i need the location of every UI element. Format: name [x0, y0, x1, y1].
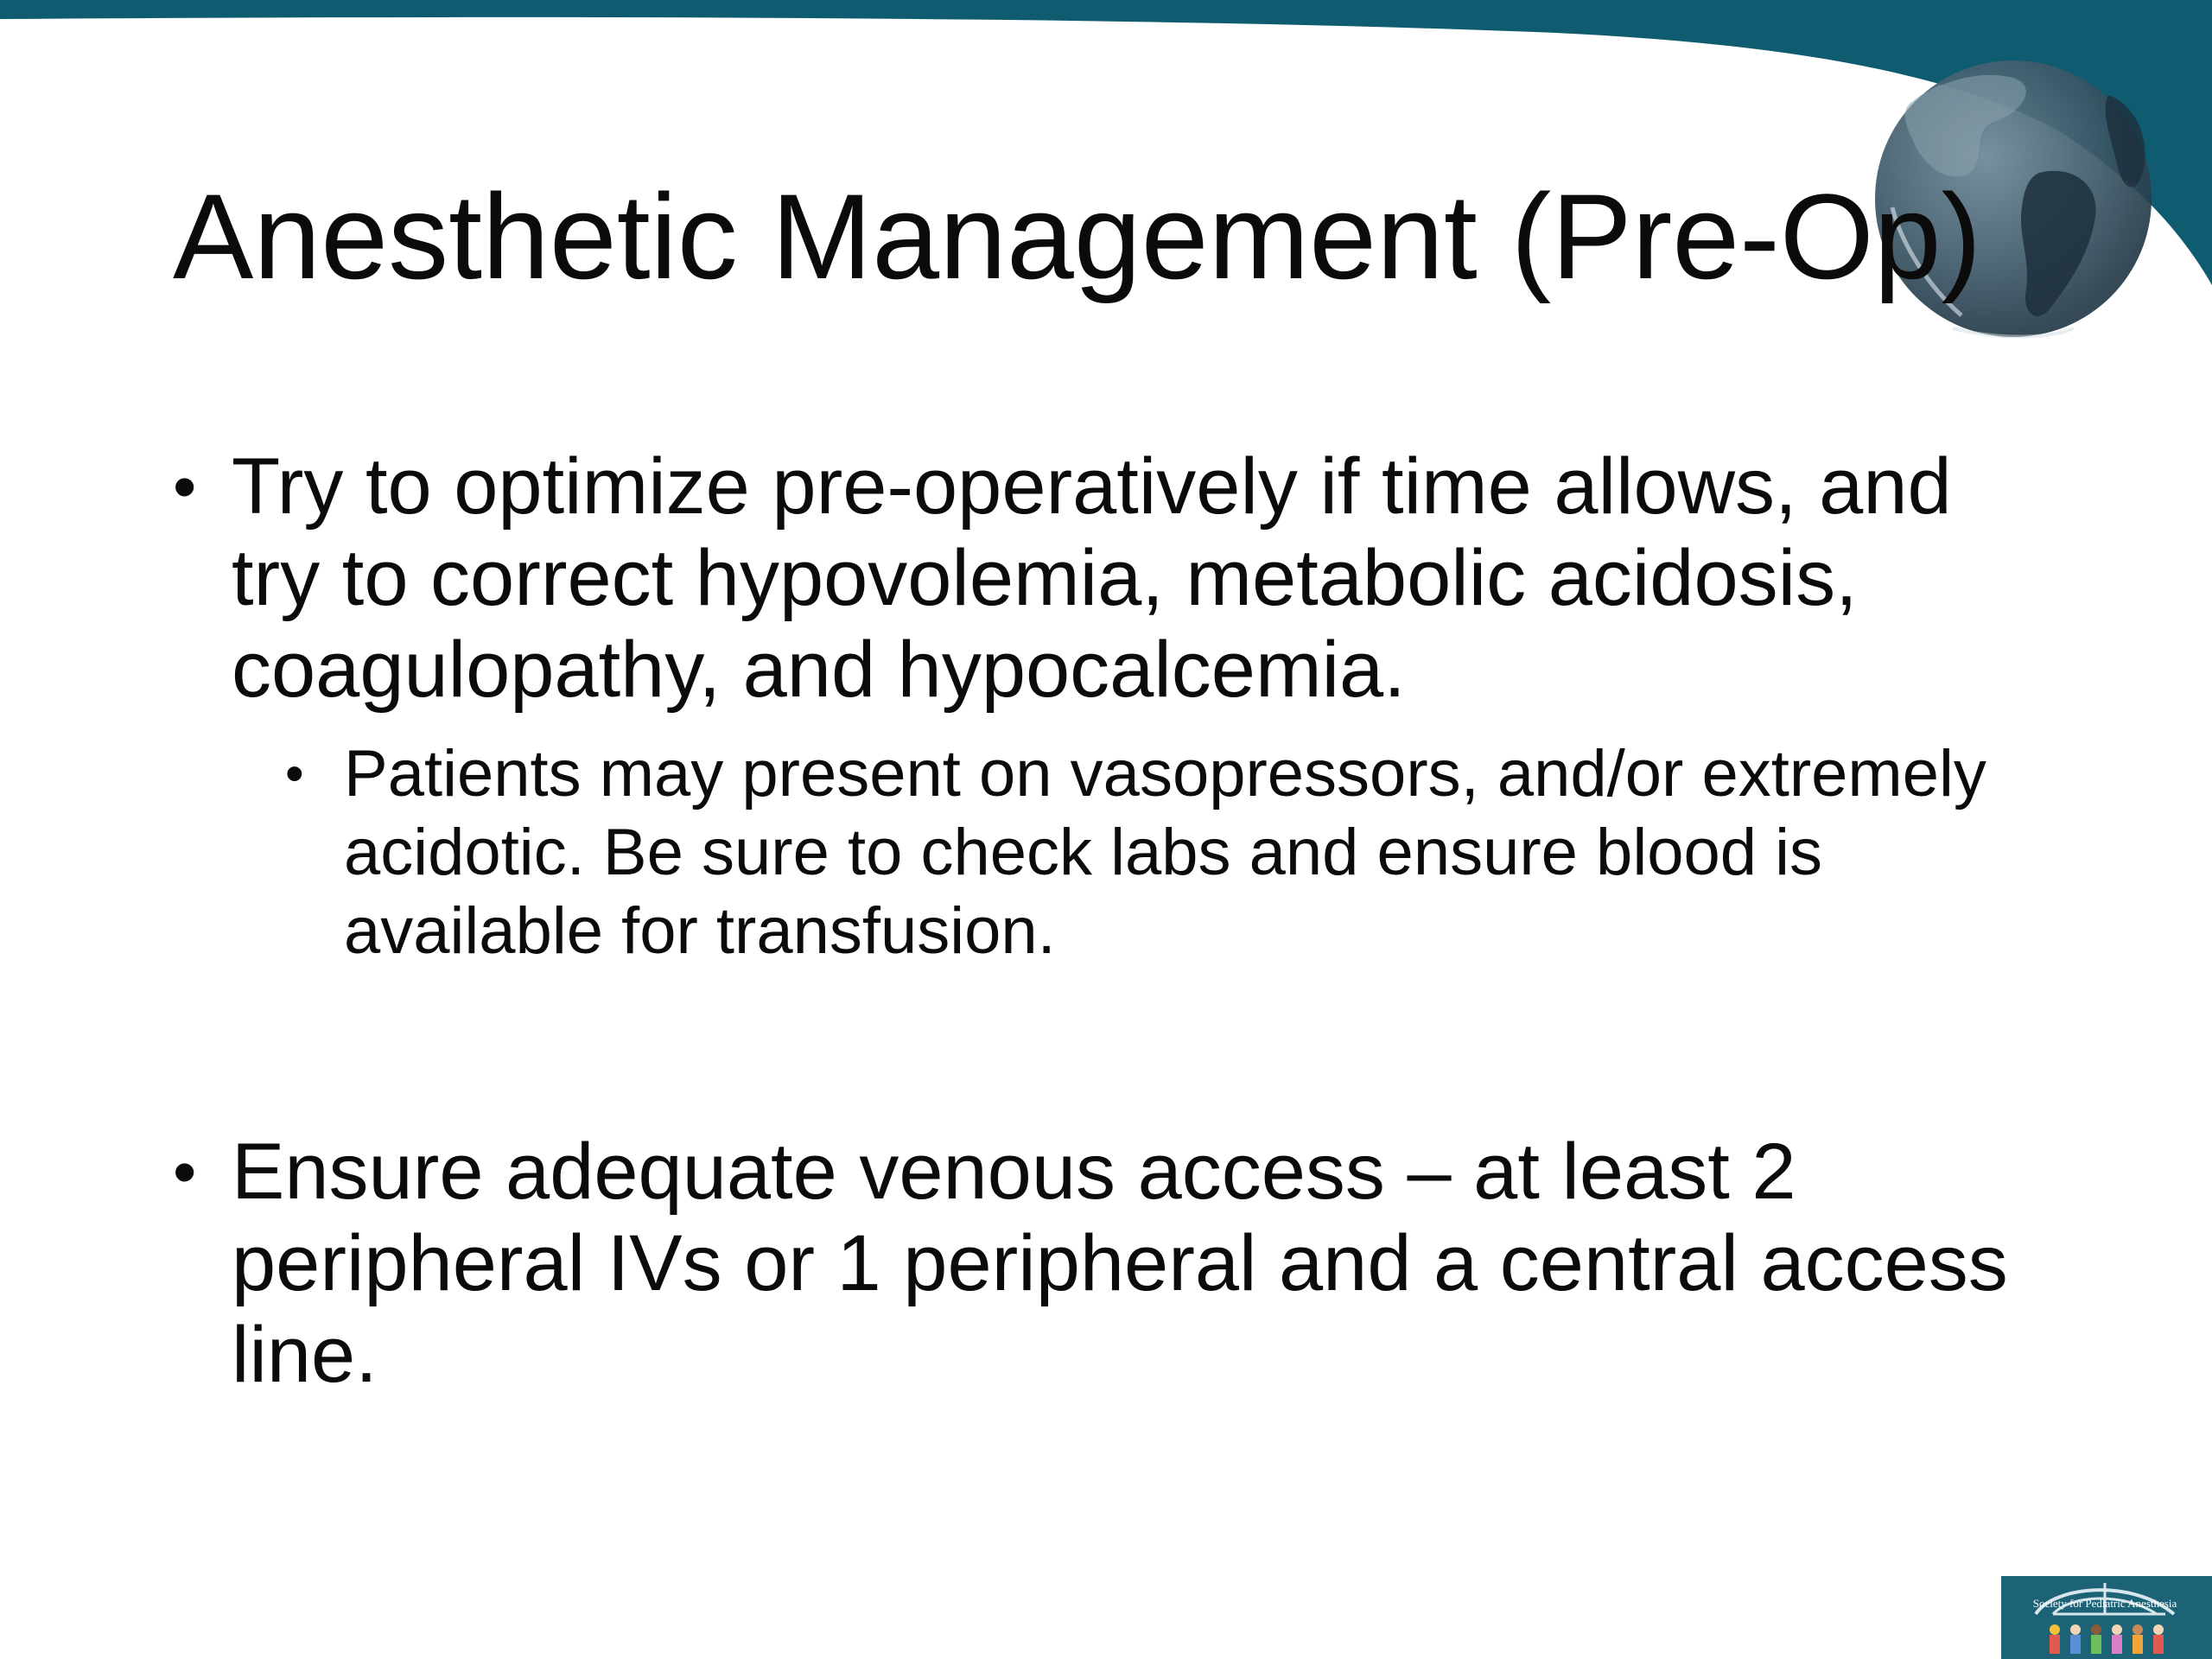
- sub-bullet-list: [232, 734, 2031, 970]
- children-figures-icon: [2050, 1624, 2164, 1654]
- bullet-marker: •: [173, 448, 197, 524]
- bullet-text: Try to optimize pre-operatively if time allows, and try to correct hypovolemia, metabolic acidosis, coagulopathy, and hypocalcemia.: [232, 442, 1952, 714]
- bullet-text: Ensure adequate venous access – at least 2 peripheral IVs or 1 peripheral and a central access line.: [232, 1128, 2008, 1399]
- bullet-list: [173, 441, 2031, 1401]
- slide-title: Anesthetic Management (Pre-Op): [173, 168, 1982, 304]
- bullet-item: [173, 1126, 2031, 1401]
- sub-bullet-item: [285, 734, 2031, 970]
- society-logo: [2001, 1576, 2212, 1659]
- bullet-item: [173, 441, 2031, 970]
- sub-bullet-text: Patients may present on vasopressors, and/or extremely acidotic. Be sure to check labs and ensure blood is available for transfusion.: [344, 737, 1986, 968]
- bullet-marker: •: [173, 1134, 197, 1210]
- society-logo-text: Society for Pediatric Anesthesia: [2032, 1597, 2177, 1610]
- sub-bullet-marker: •: [285, 744, 304, 804]
